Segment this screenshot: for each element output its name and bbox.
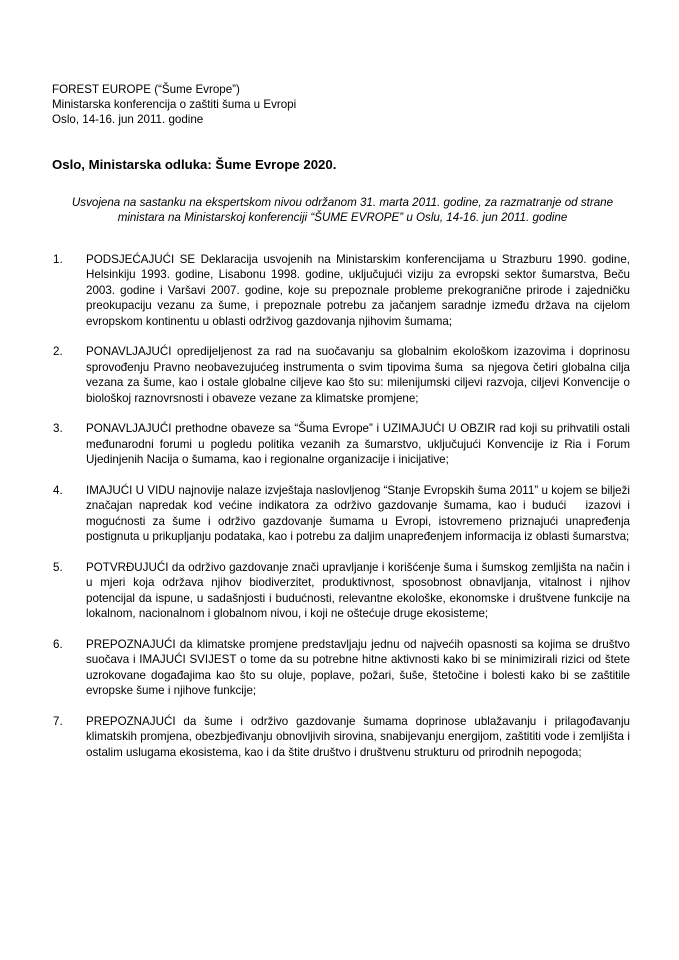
clause-number: 4. [53,483,63,497]
clause-text: PODSJEĆAJUĆI SE Deklaracija usvojenih na Ministarskim konferencijama u Strazburu 1990. godine, Helsinkiju 1993. godine, Lisabonu 1998. godine, uključujući viziju za evropski sektor šumarstva, Beču 2003. godine i Varšavi 2007. godine, koje su prepoznale probleme prekogranične prirode i zajedničku preokupaciju vezanu za šume, i prepoznale potrebu za jačanjem saradnje između država na cijelom evropskom kontinentu u oblasti održivog gazdovanja njihovim šumama; [86,252,634,328]
clause-number: 2. [53,345,63,359]
clause-number: 5. [53,560,63,574]
letterhead-location-date: Oslo, 14-16. jun 2011. godine [52,113,204,127]
clause-item [52,344,634,406]
clause-text: PREPOZNAJUĆI da šume i održivo gazdovanje šumama doprinose ublažavanju i prilagođavanju klimatskih promjena, obezbjeđivanju obnovljivih sirovina, snabijevanju energijom, zaštititi vode i zemljišta i ostalim uslugama ekosistema, kao i da štite društvo i društvenu strukturu od prirodnih nepogoda; [86,714,634,759]
clause-number: 6. [53,637,63,651]
preamble-text: Usvojena na sastanku na ekspertskom nivou održanom 31. marta 2011. godine, za razmatranje od strane ministara na Ministarskoj konferenciji “ŠUME EVROPE” u Oslu, 14-16. jun 2011. godine [71,195,614,225]
clause-number: 7. [53,714,63,728]
clause-text: IMAJUĆI U VIDU najnovije nalaze izvještaja naslovljenog “Stanje Evropskih šuma 2011” u kojem se bilježi značajan napredak kod većine indikatora za održivo gazdovanje šumama, kao i budući izazovi i mogućnosti za šume i održivo gazdovanje šumama u Evropi, istovremeno priznajući unapređenja postignuta u prikupljanju podataka, kao i potrebu za daljim unapređenjem informacija iz oblasti šumarstva; [86,483,634,544]
clause-item [52,421,634,468]
clause-number: 3. [53,422,63,436]
clause-item [52,252,634,330]
page-title: Oslo, Ministarska odluka: Šume Evrope 2020. [52,156,337,172]
clause-item [52,637,634,699]
letterhead [52,82,630,128]
clause-text: PREPOZNAJUĆI da klimatske promjene predstavljaju jednu od najvećih opasnosti sa kojima se društvo suočava i IMAJUĆI SVIJEST o tome da su potrebne hitne aktivnosti kako bi se minimizirali rizici od štete uzrokovane događajima kao što su oluje, poplave, požari, šuše, štetočine i bolesti kako bi se zaštitile evropske šume i njihove funkcije; [86,637,634,698]
clause-number: 1. [53,252,63,266]
letterhead-conference: Ministarska konferencija o zaštiti šuma u Evropi [52,98,297,112]
clause-item [52,560,634,622]
clause-text: POTVRĐUJUĆI da održivo gazdovanje znači upravljanje i korišćenje šuma i šumskog zemljišta na način i u mjeri koja održava njihov biodiverzitet, produktivnost, sposobnost obnavljanja, vitalnost i njihov potencijal da ispune, u sadašnjosti i budućnosti, relevantne ekološke, ekonomske i društvene funkcije na lokalnom, nacionalnom i globalnom nivou, i koji ne oštećuje druge ekosisteme; [86,560,634,621]
clause-text: PONAVLJAJUĆI prethodne obaveze sa “Šuma Evrope” i UZIMAJUĆI U OBZIR rad koji su prihvatili ostali međunarodni forumi u pogledu politika vezanih za šumarstvo, uključujući Konvencije iz Ria i Forum Ujedinjenih Nacija o šumama, kao i regionalne organizacije i inicijative; [86,422,634,467]
clause-list [52,252,634,761]
clause-item [52,714,634,761]
clause-text: PONAVLJAJUĆI opredijeljenost za rad na suočavanju sa globalnim ekološkom izazovima i doprinosu sprovođenju Pravno neobavezujućeg instrumenta o svim tipovima šuma sa njegova četiri globalna cilja vezana za šume, kao i ostale globalne ciljeve kao što su: milenijumski ciljevi razvoja, ciljevi Konvencije o biološkoj raznovrsnosti i obaveze vezane za klimatske promjene; [86,345,634,405]
clause-item [52,483,634,545]
letterhead-organization: FOREST EUROPE (“Šume Evrope”) [52,83,240,96]
